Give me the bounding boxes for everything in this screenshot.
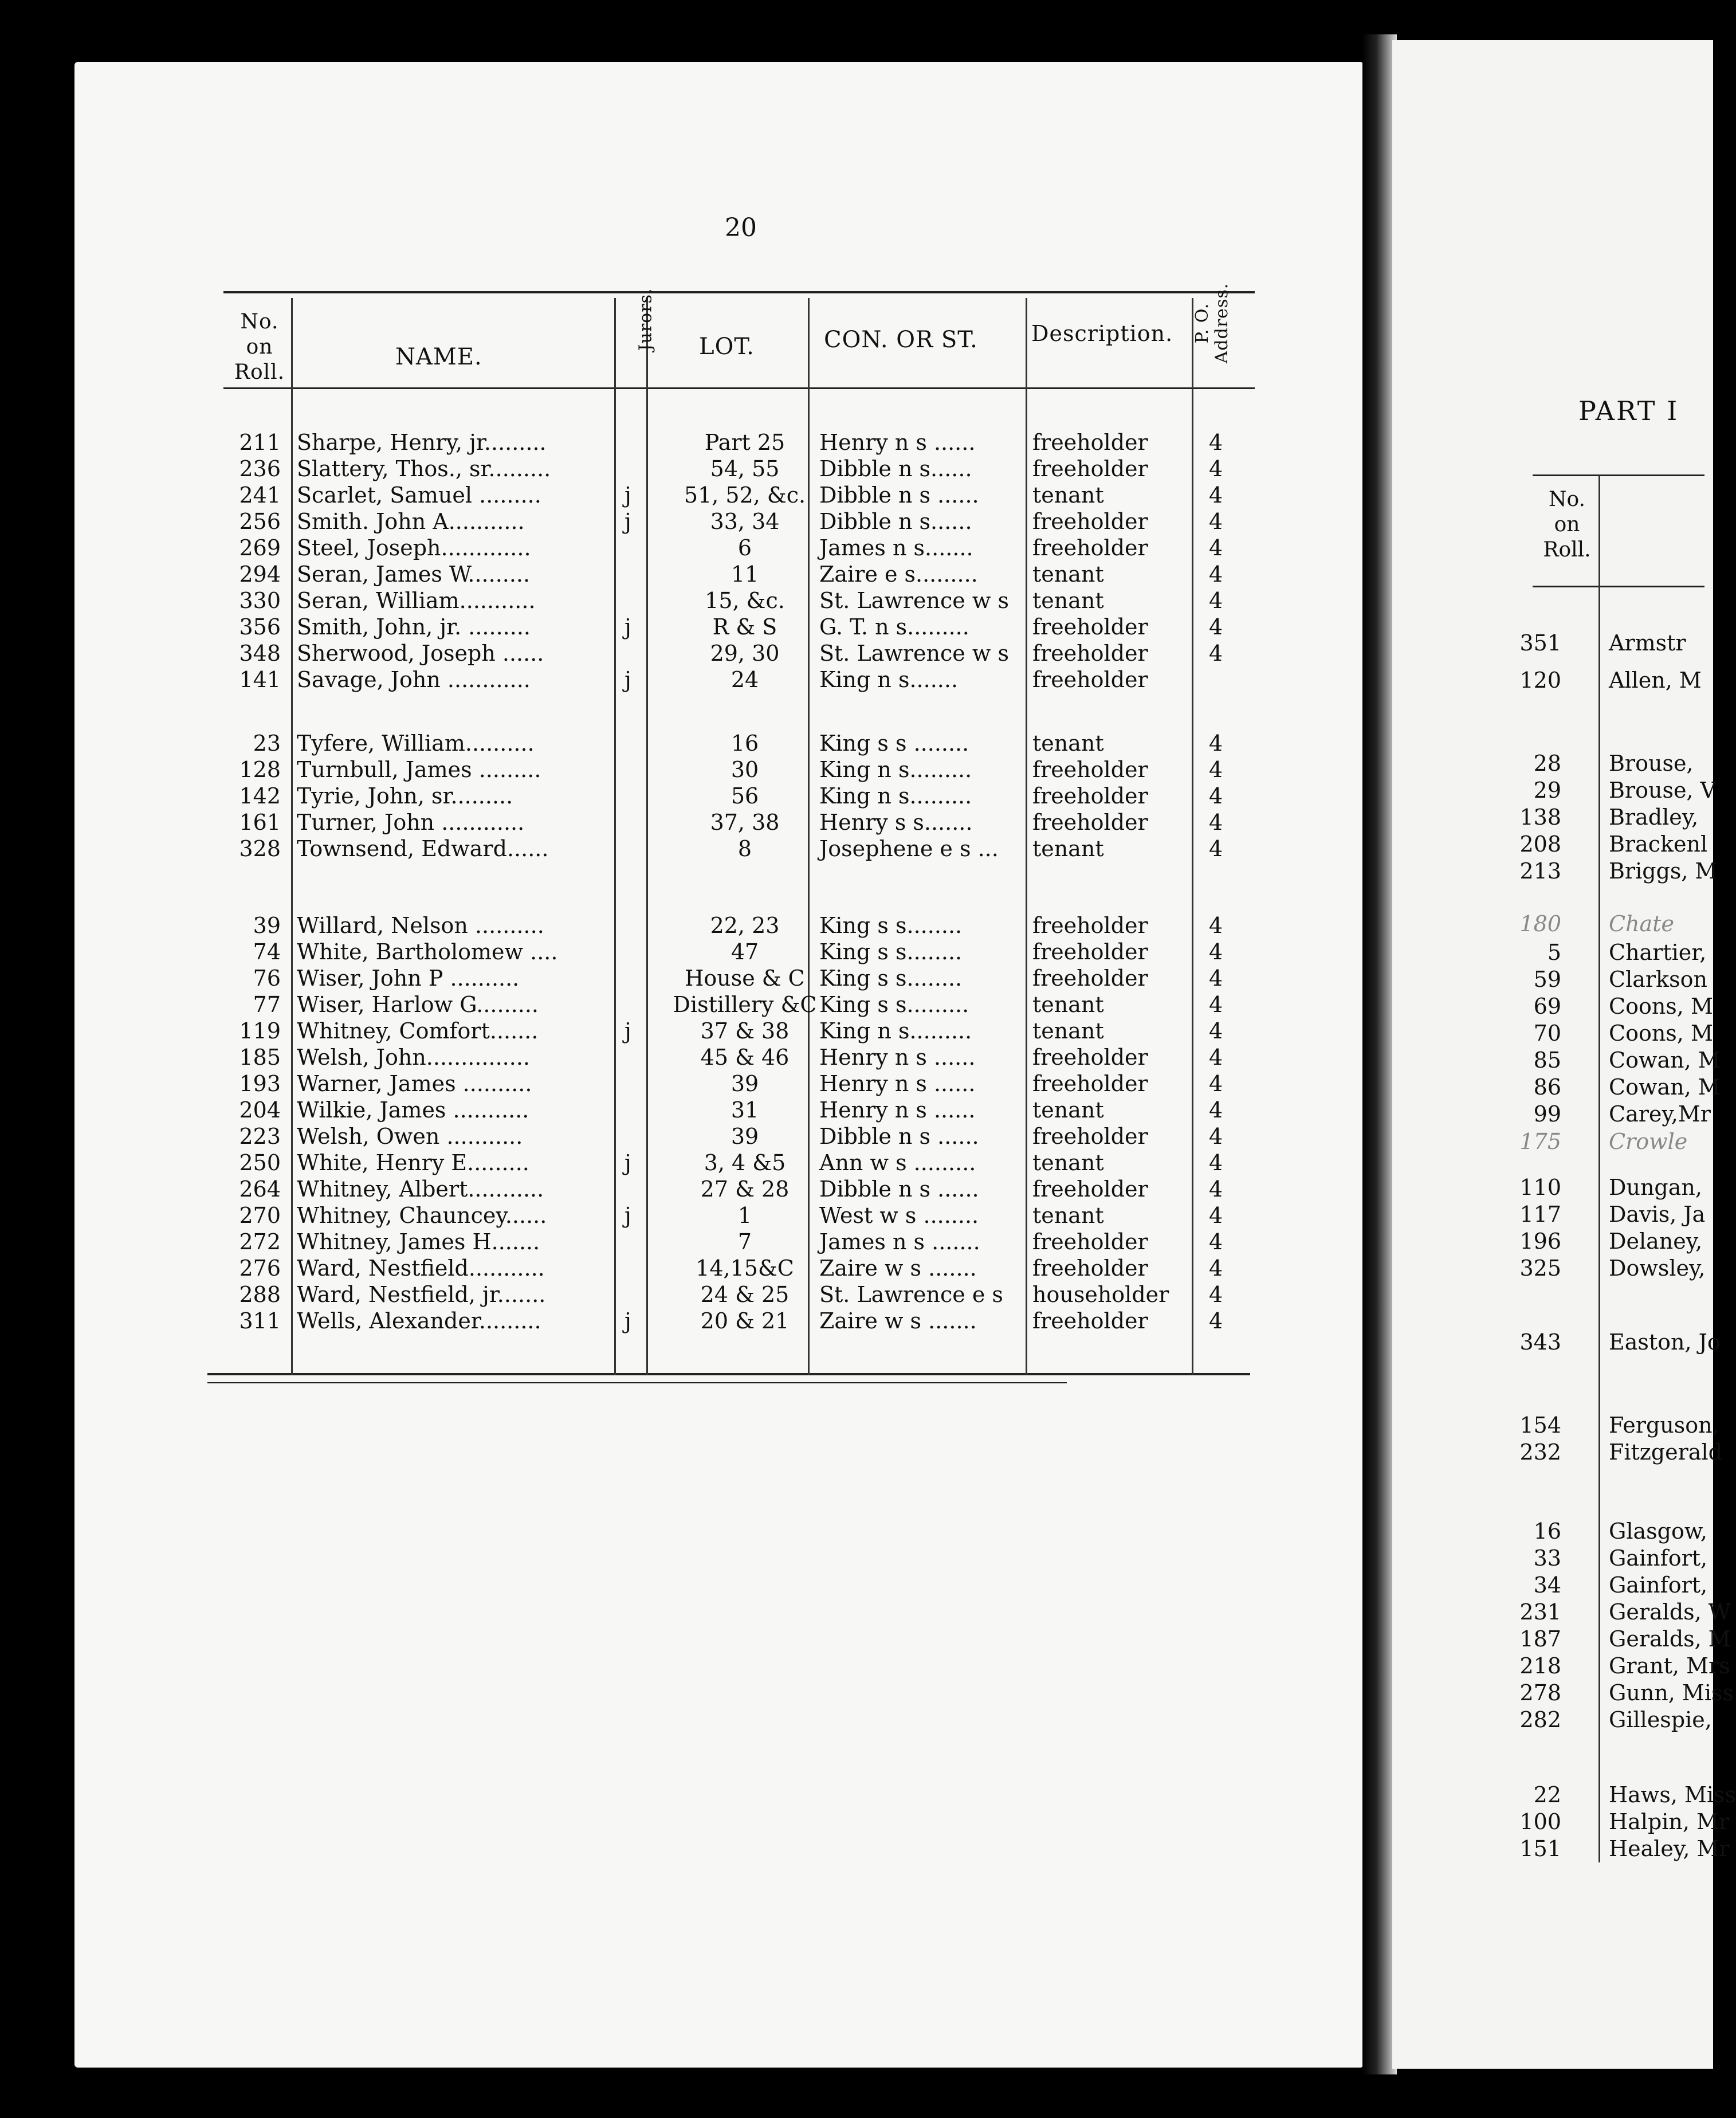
- right-row-roll: 85: [1533, 1048, 1561, 1073]
- cell-desc: tenant: [1032, 836, 1104, 861]
- cell-lot: 27 & 28: [700, 1176, 790, 1202]
- right-row-roll: 208: [1519, 831, 1561, 857]
- cell-con: St. Lawrence w s: [819, 641, 1009, 666]
- cell-desc: freeholder: [1032, 535, 1148, 560]
- cell-po: 4: [1209, 836, 1223, 861]
- cell-con: King n s.........: [819, 757, 972, 782]
- cell-roll: 185: [239, 1045, 281, 1070]
- right-row-roll: 16: [1533, 1519, 1561, 1544]
- right-header-roll: No. on Roll.: [1543, 488, 1591, 562]
- right-row-roll: 22: [1533, 1782, 1561, 1807]
- cell-po: 4: [1209, 562, 1223, 587]
- cell-po: 4: [1209, 1124, 1223, 1149]
- cell-lot: 45 & 46: [700, 1045, 790, 1070]
- cell-name: Ward, Nestfield, jr.......: [297, 1282, 546, 1307]
- cell-po: 4: [1209, 1176, 1223, 1202]
- right-row-name: Chate: [1609, 911, 1674, 936]
- cell-roll: 264: [239, 1176, 281, 1202]
- cell-con: Dibble n s......: [819, 456, 972, 481]
- cell-desc: freeholder: [1032, 430, 1148, 455]
- cell-con: Henry n s ......: [819, 1045, 976, 1070]
- right-row-roll: 99: [1533, 1101, 1561, 1127]
- cell-name: Seran, James W.........: [297, 562, 531, 587]
- cell-desc: freeholder: [1032, 1256, 1148, 1281]
- cell-desc: tenant: [1032, 1150, 1104, 1175]
- cell-roll: 288: [239, 1282, 281, 1307]
- cell-con: Zaire w s .......: [819, 1308, 977, 1333]
- cell-desc: freeholder: [1032, 1229, 1148, 1254]
- cell-name: Whitney, James H.......: [297, 1229, 540, 1254]
- right-row-roll: 33: [1533, 1546, 1561, 1571]
- cell-lot: 47: [730, 939, 759, 964]
- right-row-name: Brouse, V: [1609, 778, 1717, 803]
- cell-lot: 30: [730, 757, 759, 782]
- cell-po: 4: [1209, 1150, 1223, 1175]
- col-divider: [646, 298, 648, 1375]
- right-row-name: Crowle: [1609, 1129, 1688, 1154]
- cell-roll: 223: [239, 1124, 281, 1149]
- cell-con: Henry n s ......: [819, 1097, 976, 1123]
- header-po-address: P. O. Address.: [1192, 283, 1232, 364]
- right-row-roll: 117: [1519, 1202, 1561, 1227]
- right-row-name: Easton, Jo: [1609, 1329, 1721, 1355]
- cell-po: 4: [1209, 456, 1223, 481]
- cell-name: Willard, Nelson ..........: [297, 913, 544, 938]
- cell-lot: 37 & 38: [700, 1018, 790, 1044]
- right-row-name: Dowsley,: [1609, 1256, 1706, 1281]
- cell-j: j: [625, 1150, 631, 1175]
- right-row-name: Gillespie,: [1609, 1707, 1712, 1732]
- cell-con: St. Lawrence w s: [819, 588, 1009, 613]
- cell-lot: 14,15&C: [696, 1256, 794, 1281]
- cell-lot: 54, 55: [710, 456, 780, 481]
- cell-lot: 8: [737, 836, 752, 861]
- cell-lot: 22, 23: [710, 913, 780, 938]
- cell-desc: freeholder: [1032, 783, 1148, 809]
- cell-con: Henry n s ......: [819, 1071, 976, 1096]
- cell-roll: 128: [239, 757, 281, 782]
- right-row-roll: 231: [1519, 1599, 1561, 1625]
- right-row-name: Gainfort,: [1609, 1546, 1708, 1571]
- header-jurors: Jurors.: [635, 288, 656, 351]
- right-row-name: Dungan,: [1609, 1175, 1702, 1200]
- cell-roll: 270: [239, 1203, 281, 1228]
- right-row-name: Brouse,: [1609, 751, 1694, 776]
- cell-po: 4: [1209, 810, 1223, 835]
- cell-name: Townsend, Edward......: [297, 836, 549, 861]
- header-name: NAME.: [395, 344, 482, 370]
- cell-po: 4: [1209, 483, 1223, 508]
- cell-lot: 29, 30: [710, 641, 780, 666]
- cell-roll: 141: [239, 667, 281, 692]
- cell-po: 4: [1209, 966, 1223, 991]
- cell-con: King s s........: [819, 913, 963, 938]
- right-row-roll: 28: [1533, 751, 1561, 776]
- cell-name: Savage, John ............: [297, 667, 531, 692]
- cell-name: Wilkie, James ...........: [297, 1097, 529, 1123]
- right-row-roll: 5: [1547, 940, 1561, 965]
- cell-roll: 74: [253, 939, 281, 964]
- cell-lot: 1: [737, 1203, 752, 1228]
- cell-con: Dibble n s ......: [819, 1176, 979, 1202]
- page-fold: [1362, 34, 1397, 2074]
- cell-name: Whitney, Comfort.......: [297, 1018, 539, 1044]
- cell-po: 4: [1209, 1308, 1223, 1333]
- cell-desc: freeholder: [1032, 456, 1148, 481]
- cell-con: G. T. n s.........: [819, 614, 969, 640]
- cell-j: j: [625, 483, 631, 508]
- cell-roll: 204: [239, 1097, 281, 1123]
- cell-roll: 193: [239, 1071, 281, 1096]
- cell-roll: 294: [239, 562, 281, 587]
- right-row-roll: 282: [1519, 1707, 1561, 1732]
- cell-roll: 119: [239, 1018, 281, 1044]
- cell-con: Ann w s .........: [819, 1150, 976, 1175]
- right-row-roll: 59: [1533, 967, 1561, 992]
- cell-name: Scarlet, Samuel .........: [297, 483, 541, 508]
- cell-lot: 7: [737, 1229, 752, 1254]
- cell-roll: 276: [239, 1256, 281, 1281]
- cell-lot: 33, 34: [710, 509, 780, 534]
- cell-con: Henry s s.......: [819, 810, 973, 835]
- cell-desc: tenant: [1032, 588, 1104, 613]
- cell-desc: tenant: [1032, 483, 1104, 508]
- cell-lot: 24: [730, 667, 759, 692]
- cell-lot: 3, 4 &5: [704, 1150, 786, 1175]
- cell-po: 4: [1209, 1018, 1223, 1044]
- cell-po: 4: [1209, 783, 1223, 809]
- cell-lot: Distillery &C: [673, 992, 817, 1017]
- right-row-name: Armstr: [1609, 630, 1686, 656]
- cell-desc: freeholder: [1032, 913, 1148, 938]
- right-row-roll: 325: [1519, 1256, 1561, 1281]
- cell-j: j: [625, 1308, 631, 1333]
- header-con: CON. OR ST.: [824, 327, 978, 353]
- right-col-divider: [1598, 476, 1600, 1862]
- right-row-name: Allen, M: [1609, 668, 1702, 693]
- cell-desc: freeholder: [1032, 757, 1148, 782]
- table-bottom-rule-2: [207, 1382, 1067, 1383]
- cell-desc: freeholder: [1032, 614, 1148, 640]
- cell-roll: 348: [239, 641, 281, 666]
- cell-name: Turner, John ............: [297, 810, 525, 835]
- cell-name: Seran, William...........: [297, 588, 536, 613]
- cell-desc: freeholder: [1032, 1308, 1148, 1333]
- cell-roll: 330: [239, 588, 281, 613]
- cell-lot: 51, 52, &c.: [684, 483, 806, 508]
- right-row-name: Geralds, M: [1609, 1626, 1731, 1652]
- cell-j: j: [625, 1203, 631, 1228]
- cell-roll: 211: [239, 430, 281, 455]
- cell-con: Zaire e s.........: [819, 562, 978, 587]
- cell-name: Smith, John, jr. .........: [297, 614, 531, 640]
- cell-po: 4: [1209, 1045, 1223, 1070]
- right-row-roll: 154: [1519, 1413, 1561, 1438]
- cell-lot: House & C: [685, 966, 805, 991]
- cell-con: James n s .......: [819, 1229, 980, 1254]
- header-rule: [223, 387, 1255, 389]
- right-row-name: Grant, Mrs: [1609, 1653, 1730, 1678]
- cell-name: Ward, Nestfield...........: [297, 1256, 545, 1281]
- cell-lot: 37, 38: [710, 810, 780, 835]
- cell-lot: 39: [730, 1124, 759, 1149]
- page-number: 20: [725, 213, 757, 242]
- cell-desc: tenant: [1032, 1097, 1104, 1123]
- cell-name: Slattery, Thos., sr.........: [297, 456, 551, 481]
- cell-desc: freeholder: [1032, 1071, 1148, 1096]
- right-row-name: Ferguson,: [1609, 1413, 1719, 1438]
- cell-roll: 236: [239, 456, 281, 481]
- cell-con: King n s.........: [819, 783, 972, 809]
- right-row-name: Coons, M: [1609, 994, 1713, 1019]
- cell-j: j: [625, 614, 631, 640]
- col-divider: [1192, 298, 1193, 1375]
- cell-lot: R & S: [712, 614, 777, 640]
- cell-roll: 142: [239, 783, 281, 809]
- cell-j: j: [625, 509, 631, 534]
- col-divider: [614, 298, 616, 1375]
- cell-name: Smith. John A...........: [297, 509, 525, 534]
- right-header-rule: [1533, 586, 1704, 587]
- right-row-roll: 351: [1519, 630, 1561, 656]
- cell-name: Whitney, Chauncey......: [297, 1203, 547, 1228]
- cell-desc: freeholder: [1032, 1176, 1148, 1202]
- right-row-name: Glasgow,: [1609, 1519, 1707, 1544]
- cell-desc: freeholder: [1032, 966, 1148, 991]
- cell-po: 4: [1209, 1256, 1223, 1281]
- cell-desc: tenant: [1032, 992, 1104, 1017]
- right-row-roll: 110: [1519, 1175, 1561, 1200]
- cell-po: 4: [1209, 430, 1223, 455]
- cell-desc: freeholder: [1032, 509, 1148, 534]
- cell-lot: 15, &c.: [705, 588, 785, 613]
- cell-j: j: [625, 667, 631, 692]
- right-row-name: Fitzgerald: [1609, 1440, 1722, 1465]
- cell-roll: 256: [239, 509, 281, 534]
- cell-po: 4: [1209, 757, 1223, 782]
- right-row-name: Gainfort,: [1609, 1572, 1708, 1598]
- right-row-name: Carey,Mr: [1609, 1101, 1711, 1127]
- cell-desc: tenant: [1032, 1018, 1104, 1044]
- roll-table: [223, 264, 1255, 1375]
- right-row-roll: 120: [1519, 668, 1561, 693]
- cell-desc: freeholder: [1032, 667, 1148, 692]
- cell-con: Henry n s ......: [819, 430, 976, 455]
- cell-roll: 241: [239, 483, 281, 508]
- cell-lot: 31: [730, 1097, 759, 1123]
- right-row-name: Briggs, M: [1609, 858, 1718, 884]
- cell-po: 4: [1209, 614, 1223, 640]
- cell-desc: freeholder: [1032, 810, 1148, 835]
- col-divider: [291, 298, 293, 1375]
- right-row-roll: 232: [1519, 1440, 1561, 1465]
- cell-con: Zaire w s .......: [819, 1256, 977, 1281]
- right-row-name: Delaney,: [1609, 1229, 1703, 1254]
- cell-po: 4: [1209, 535, 1223, 560]
- right-row-roll: 151: [1519, 1836, 1561, 1861]
- right-row-roll: 218: [1519, 1653, 1561, 1678]
- cell-name: Steel, Joseph.............: [297, 535, 531, 560]
- cell-roll: 356: [239, 614, 281, 640]
- cell-po: 4: [1209, 992, 1223, 1017]
- cell-desc: freeholder: [1032, 1124, 1148, 1149]
- cell-po: 4: [1209, 509, 1223, 534]
- cell-name: Welsh, John...............: [297, 1045, 530, 1070]
- cell-con: King n s.......: [819, 667, 959, 692]
- cell-lot: 11: [730, 562, 759, 587]
- cell-name: Sharpe, Henry, jr.........: [297, 430, 547, 455]
- cell-desc: tenant: [1032, 562, 1104, 587]
- right-row-roll: 213: [1519, 858, 1561, 884]
- col-divider: [1026, 298, 1027, 1375]
- right-row-name: Cowan, M: [1609, 1074, 1721, 1100]
- cell-name: White, Bartholomew ....: [297, 939, 558, 964]
- cell-lot: 39: [730, 1071, 759, 1096]
- right-row-roll: 343: [1519, 1329, 1561, 1355]
- cell-name: Wells, Alexander.........: [297, 1308, 541, 1333]
- cell-lot: 16: [730, 731, 759, 756]
- cell-con: King s s ........: [819, 731, 969, 756]
- cell-roll: 311: [239, 1308, 281, 1333]
- right-row-roll: 100: [1519, 1809, 1561, 1834]
- right-row-name: Coons, M: [1609, 1021, 1713, 1046]
- cell-con: King n s.........: [819, 1018, 972, 1044]
- cell-po: 4: [1209, 913, 1223, 938]
- header-lot: LOT.: [699, 334, 755, 360]
- cell-po: 4: [1209, 641, 1223, 666]
- cell-lot: 56: [730, 783, 759, 809]
- cell-po: 4: [1209, 1282, 1223, 1307]
- cell-con: Dibble n s......: [819, 509, 972, 534]
- right-row-name: Davis, Ja: [1609, 1202, 1706, 1227]
- cell-name: Wiser, John P ..........: [297, 966, 520, 991]
- cell-j: j: [625, 1018, 631, 1044]
- cell-lot: 24 & 25: [700, 1282, 790, 1307]
- right-row-name: Brackenl: [1609, 831, 1708, 857]
- right-row-roll: 180: [1519, 911, 1561, 936]
- cell-lot: Part 25: [704, 430, 785, 455]
- right-row-roll: 34: [1533, 1572, 1561, 1598]
- cell-roll: 76: [253, 966, 281, 991]
- cell-name: Sherwood, Joseph ......: [297, 641, 544, 666]
- right-row-roll: 196: [1519, 1229, 1561, 1254]
- cell-con: King s s.........: [819, 992, 969, 1017]
- cell-roll: 328: [239, 836, 281, 861]
- cell-name: Whitney, Albert...........: [297, 1176, 544, 1202]
- cell-desc: freeholder: [1032, 641, 1148, 666]
- cell-name: Welsh, Owen ...........: [297, 1124, 523, 1149]
- cell-con: Josephene e s ...: [819, 836, 999, 861]
- cell-con: King s s........: [819, 939, 963, 964]
- cell-con: Dibble n s ......: [819, 483, 979, 508]
- cell-roll: 161: [239, 810, 281, 835]
- cell-desc: freeholder: [1032, 1045, 1148, 1070]
- cell-con: St. Lawrence e s: [819, 1282, 1003, 1307]
- header-description: Description.: [1031, 321, 1173, 346]
- table-top-rule: [223, 291, 1255, 293]
- cell-desc: tenant: [1032, 1203, 1104, 1228]
- table-bottom-rule: [207, 1373, 1250, 1375]
- right-row-roll: 187: [1519, 1626, 1561, 1652]
- right-row-name: Cowan, M: [1609, 1048, 1721, 1073]
- cell-name: Wiser, Harlow G.........: [297, 992, 539, 1017]
- right-row-name: Halpin, Mr: [1609, 1809, 1730, 1834]
- right-row-roll: 86: [1533, 1074, 1561, 1100]
- cell-con: West w s ........: [819, 1203, 979, 1228]
- cell-lot: 6: [737, 535, 752, 560]
- right-row-name: Geralds, W: [1609, 1599, 1731, 1625]
- cell-po: 4: [1209, 939, 1223, 964]
- right-row-roll: 29: [1533, 778, 1561, 803]
- cell-desc: tenant: [1032, 731, 1104, 756]
- cell-con: King s s........: [819, 966, 963, 991]
- cell-con: Dibble n s ......: [819, 1124, 979, 1149]
- cell-name: White, Henry E.........: [297, 1150, 529, 1175]
- cell-roll: 77: [253, 992, 281, 1017]
- cell-desc: householder: [1032, 1282, 1169, 1307]
- cell-desc: freeholder: [1032, 939, 1148, 964]
- right-row-name: Gunn, Miss: [1609, 1680, 1734, 1705]
- cell-name: Tyfere, William..........: [297, 731, 535, 756]
- cell-po: 4: [1209, 1097, 1223, 1123]
- right-row-roll: 175: [1519, 1129, 1561, 1154]
- right-row-name: Healey, Mr: [1609, 1836, 1730, 1861]
- cell-po: 4: [1209, 1203, 1223, 1228]
- cell-roll: 250: [239, 1150, 281, 1175]
- cell-lot: 20 & 21: [700, 1308, 790, 1333]
- cell-name: Turnbull, James .........: [297, 757, 541, 782]
- right-row-roll: 70: [1533, 1021, 1561, 1046]
- right-row-name: Chartier,: [1609, 940, 1707, 965]
- cell-roll: 23: [253, 731, 281, 756]
- cell-roll: 269: [239, 535, 281, 560]
- cell-po: 4: [1209, 1229, 1223, 1254]
- right-row-roll: 278: [1519, 1680, 1561, 1705]
- cell-po: 4: [1209, 588, 1223, 613]
- right-row-roll: 69: [1533, 994, 1561, 1019]
- cell-name: Warner, James ..........: [297, 1071, 532, 1096]
- header-roll: No. on Roll.: [234, 310, 285, 384]
- right-header-top-rule: [1533, 474, 1704, 476]
- right-page-title: PART I: [1578, 395, 1679, 426]
- right-row-name: Haws, Miss: [1609, 1782, 1736, 1807]
- cell-roll: 272: [239, 1229, 281, 1254]
- cell-roll: 39: [253, 913, 281, 938]
- cell-name: Tyrie, John, sr.........: [297, 783, 513, 809]
- cell-con: James n s.......: [819, 535, 973, 560]
- right-row-name: Bradley,: [1609, 805, 1699, 830]
- right-row-name: Clarkson: [1609, 967, 1707, 992]
- cell-po: 4: [1209, 1071, 1223, 1096]
- cell-po: 4: [1209, 731, 1223, 756]
- right-row-roll: 138: [1519, 805, 1561, 830]
